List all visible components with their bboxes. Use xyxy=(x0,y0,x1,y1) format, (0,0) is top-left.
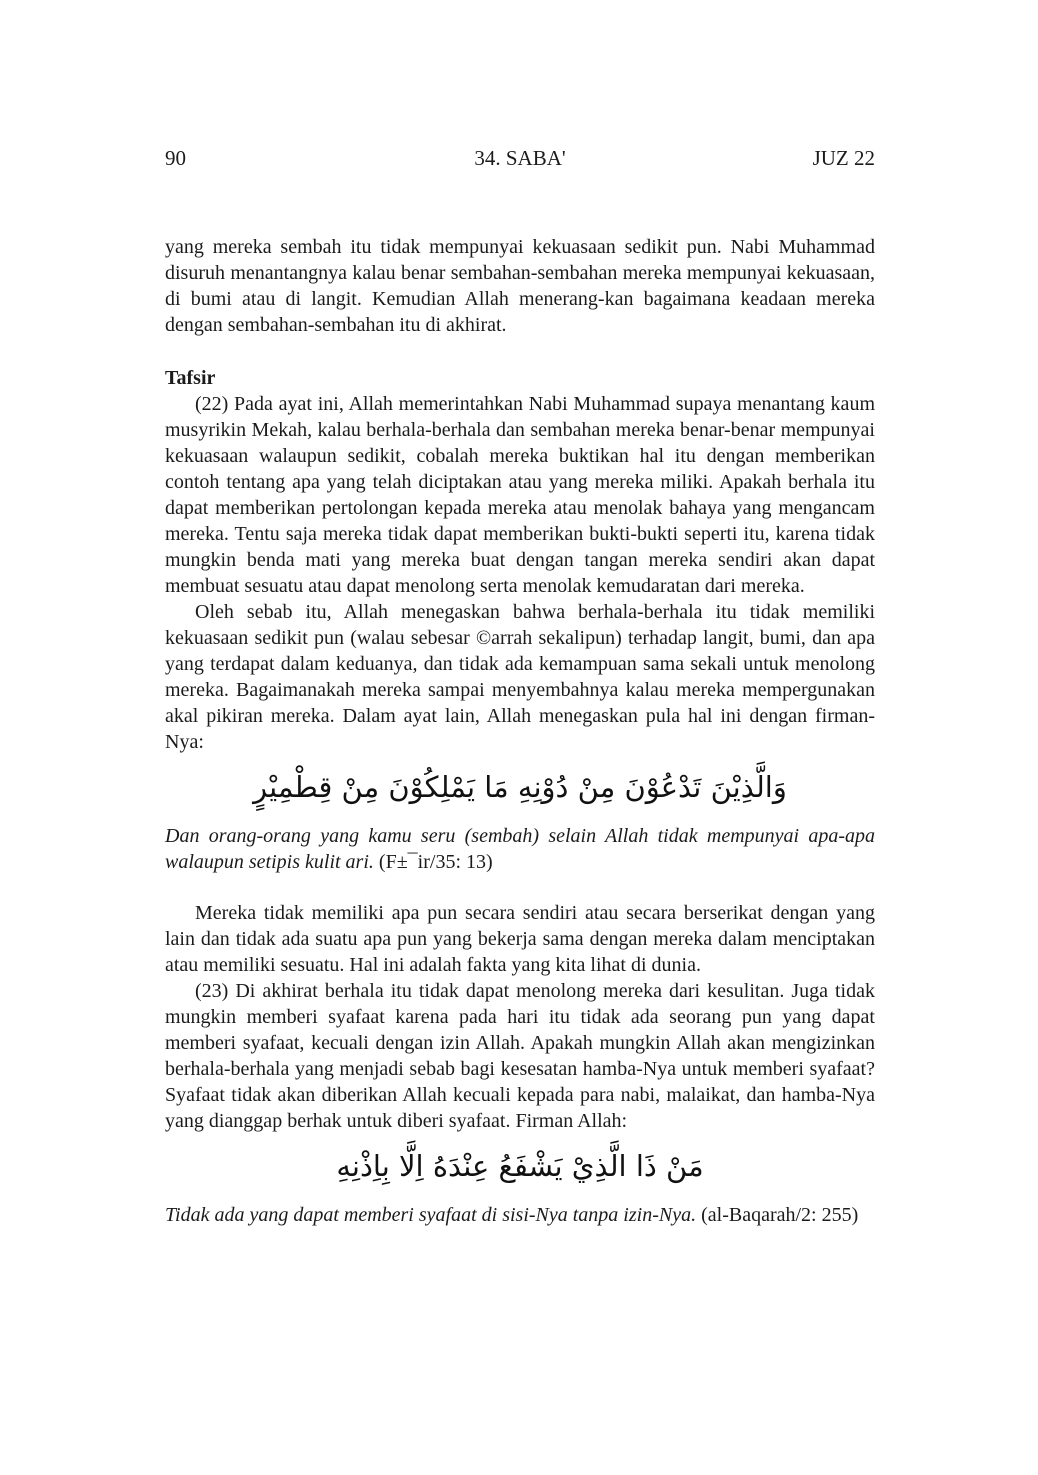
paragraph-ayat-22: (22) Pada ayat ini, Allah memerintahkan Nabi Muhammad supaya menantang kaum musyrikin Mekah, kalau berhala-berhala dan sembahan mereka benar-benar mempunyai kekuasaan walaupun sedikit, cobalah mereka buktikan hal itu dengan memberikan contoh tentang apa yang telah diciptakan atau yang mereka miliki. Apakah berhala itu dapat memberikan pertolongan kepada mereka atau menolak bahaya yang mengancam mereka. Tentu saja mereka tidak dapat memberikan bukti-bukti seperti itu, karena tidak mungkin benda mati yang mereka buat dengan tangan mereka sendiri akan dapat membuat sesuatu atau dapat menolong serta menolak kemudaratan dari mereka. xyxy=(165,393,875,597)
verse-reference-baqarah: (al-Baqarah/2: 255) xyxy=(701,1204,859,1226)
page-number: 90 xyxy=(165,146,186,170)
page-header xyxy=(165,145,875,172)
paragraph-mereka-tidak: Mereka tidak memiliki apa pun secara sendiri atau secara berserikat dengan yang lain dan tidak ada suatu apa pun yang bekerja sama dengan mereka dalam menciptakan atau memiliki sesuatu. Hal ini adalah fakta yang kita lihat di dunia. xyxy=(165,902,875,976)
juz-label: JUZ 22 xyxy=(812,146,875,170)
paragraph-oleh-sebab: Oleh sebab itu, Allah menegaskan bahwa berhala-berhala itu tidak memiliki kekuasaan sedikit pun (walau sebesar ©arrah sekalipun) terhadap langit, bumi, dan apa yang terdapat dalam keduanya, dan tidak ada kemampuan sama sekali untuk menolong mereka. Bagaimanakah mereka sampai menyembahnya kalau mereka mempergunakan akal pikiran mereka. Dalam ayat lain, Allah menegaskan pula hal ini dengan firman-Nya: xyxy=(165,601,875,753)
paragraph-ayat-23: (23) Di akhirat berhala itu tidak dapat menolong mereka dari kesulitan. Juga tidak mungkin memberi syafaat karena pada hari itu tidak ada seorang pun yang dapat memberi syafaat, kecuali dengan izin Allah. Apakah mungkin Allah akan mengizinkan berhala-berhala yang menjadi sebab bagi kesesatan hamba-Nya untuk memberi syafaat? Syafaat tidak akan diberikan Allah kecuali kepada para nabi, malaikat, dan hamba-Nya yang dianggap berhak untuk diberi syafaat. Firman Allah: xyxy=(165,980,875,1132)
surah-title: 34. SABA' xyxy=(474,146,566,170)
translation-baqarah-2-255 xyxy=(165,1202,875,1228)
arabic-verse-fatir-35-13: وَالَّذِيْنَ تَدْعُوْنَ مِنْ دُوْنِهِ مَا يَمْلِكُوْنَ مِنْ قِطْمِيْرٍ xyxy=(253,770,787,804)
translation-text-fatir: Dan orang-orang yang kamu seru (sembah) selain Allah tidak mempunyai apa-apa walaupun setipis kulit ari. xyxy=(165,825,875,873)
tafsir-heading: Tafsir xyxy=(165,367,216,389)
arabic-verse-baqarah-2-255: مَنْ ذَا الَّذِيْ يَشْفَعُ عِنْدَهُ اِلَّا بِاِذْنِهِ xyxy=(336,1149,704,1183)
intro-paragraph: yang mereka sembah itu tidak mempunyai kekuasaan sedikit pun. Nabi Muhammad disuruh menantangnya kalau benar sembahan-sembahan mereka mempunyai kekuasaan, di bumi atau di langit. Kemudian Allah menerang-kan bagaimana keadaan mereka dengan sembahan-sembahan itu di akhirat. xyxy=(165,236,875,336)
translation-text-baqarah: Tidak ada yang dapat memberi syafaat di sisi-Nya tanpa izin-Nya. xyxy=(165,1204,697,1226)
translation-fatir-35-13 xyxy=(165,823,875,875)
verse-reference-fatir: (F±¯ir/35: 13) xyxy=(378,851,493,873)
